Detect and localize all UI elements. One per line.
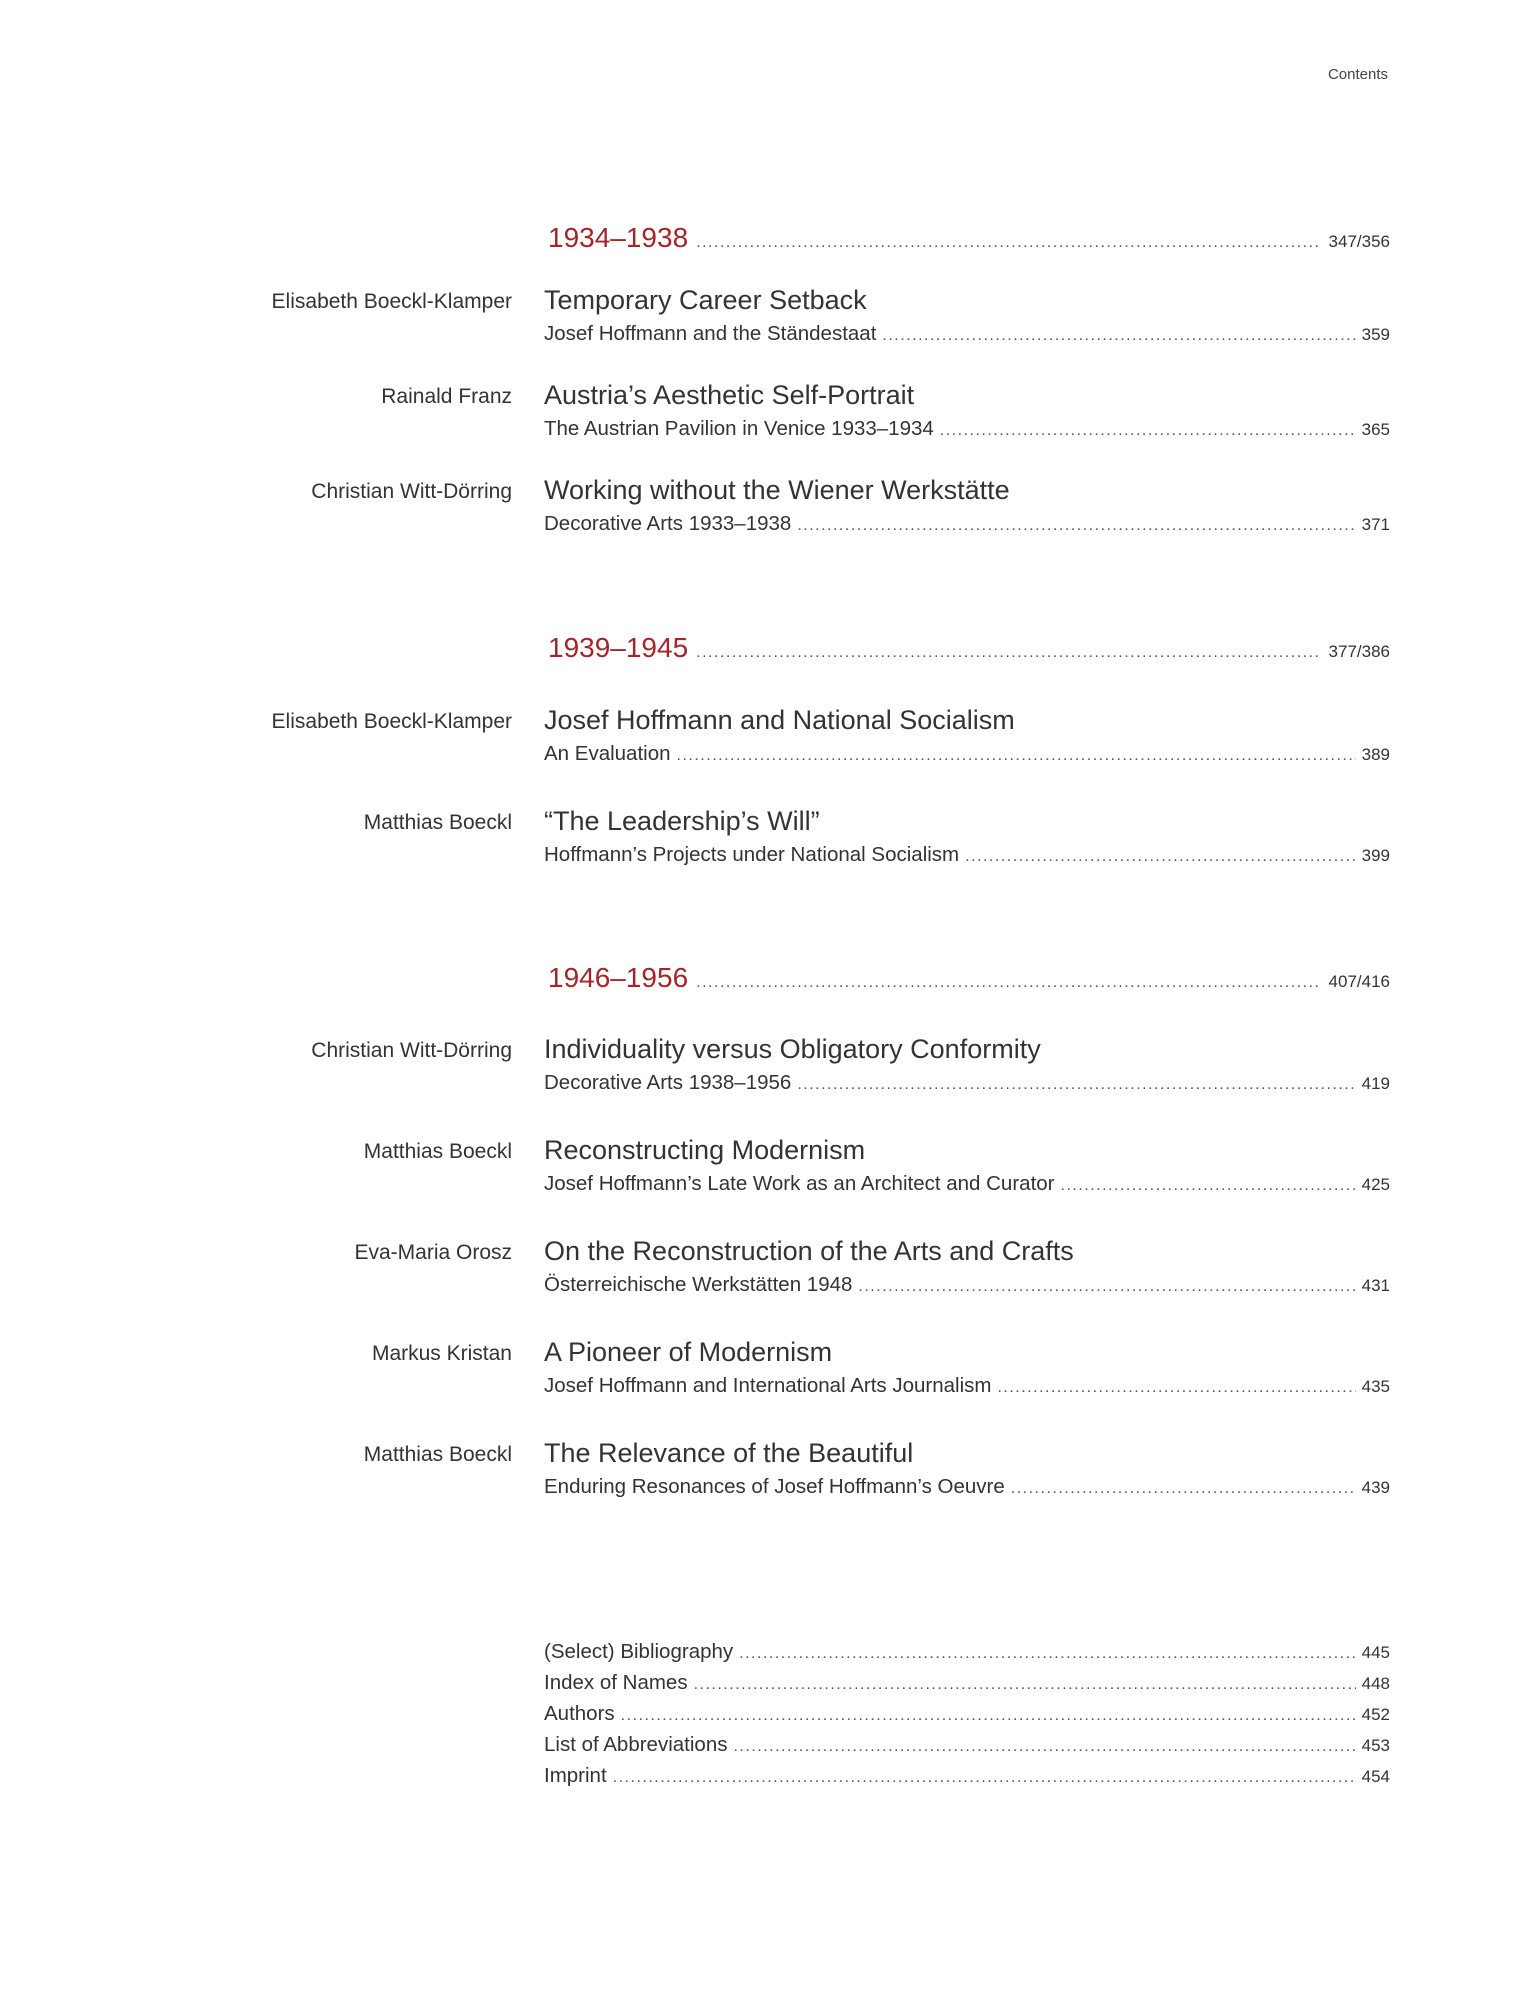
page-number: 365	[1361, 420, 1390, 439]
back-matter-item-text: Imprint	[544, 1764, 607, 1787]
dot-leader	[940, 422, 1356, 440]
section-heading-text: 1939–1945	[548, 632, 689, 663]
entry-author: Elisabeth Boeckl-Klamper	[271, 290, 512, 313]
entry-subtitle-line[interactable]	[544, 742, 1390, 766]
page-number: 407/416	[1328, 972, 1390, 991]
entry-subtitle-line-text: Österreichische Werkstätten 1948	[544, 1273, 853, 1296]
page-number: 399	[1361, 846, 1390, 865]
entry-subtitle-line[interactable]	[544, 322, 1390, 346]
entry-subtitle-line-text: Josef Hoffmann and the Ständestaat	[544, 322, 877, 345]
page-number: 452	[1361, 1705, 1390, 1724]
entry-subtitle-line-text: Decorative Arts 1933–1938	[544, 512, 792, 535]
page-number: 431	[1361, 1276, 1390, 1295]
page-number: 371	[1361, 515, 1390, 534]
entry-subtitle-line[interactable]	[544, 1172, 1390, 1196]
dot-leader	[858, 1278, 1355, 1296]
back-matter-item[interactable]	[544, 1764, 1390, 1788]
section-heading-text: 1946–1956	[548, 962, 689, 993]
dot-leader	[797, 1076, 1355, 1094]
page-number: 454	[1361, 1767, 1390, 1786]
entry-title[interactable]: Reconstructing Modernism	[544, 1135, 866, 1165]
page-number: 425	[1361, 1175, 1390, 1194]
entry-title[interactable]: Austria’s Aesthetic Self-Portrait	[544, 380, 915, 410]
entry-title[interactable]: On the Reconstruction of the Arts and Crafts	[544, 1236, 1074, 1266]
entry-subtitle-line-text: Josef Hoffmann and International Arts Journalism	[544, 1374, 992, 1397]
page-number: 435	[1361, 1377, 1390, 1396]
entry-subtitle-line[interactable]	[544, 1475, 1390, 1499]
dot-leader	[1061, 1177, 1356, 1195]
dot-leader	[696, 234, 1320, 252]
page-number: 448	[1361, 1674, 1390, 1693]
section-heading[interactable]	[548, 222, 1390, 254]
running-head: Contents	[1327, 66, 1388, 83]
page-number: 389	[1361, 745, 1390, 764]
entry-author: Rainald Franz	[381, 385, 512, 408]
back-matter-item-text: Index of Names	[544, 1671, 688, 1694]
dot-leader	[694, 1676, 1356, 1694]
back-matter-item-text: (Select) Bibliography	[544, 1640, 734, 1663]
page-number: 419	[1361, 1074, 1390, 1093]
back-matter-item-text: List of Abbreviations	[544, 1733, 728, 1756]
entry-title[interactable]: Temporary Career Setback	[544, 285, 867, 315]
dot-leader	[965, 848, 1355, 866]
entry-author: Matthias Boeckl	[363, 811, 512, 834]
dot-leader	[739, 1645, 1355, 1663]
dot-leader	[696, 644, 1320, 662]
entry-title[interactable]: Josef Hoffmann and National Socialism	[544, 705, 1015, 735]
entry-subtitle-line[interactable]	[544, 1374, 1390, 1398]
entry-subtitle-line[interactable]	[544, 843, 1390, 867]
section-heading[interactable]	[548, 962, 1390, 994]
entry-subtitle-line[interactable]	[544, 417, 1390, 441]
entry-subtitle-line-text: Enduring Resonances of Josef Hoffmann’s Oeuvre	[544, 1475, 1005, 1498]
back-matter-item[interactable]	[544, 1702, 1390, 1726]
entry-subtitle-line[interactable]	[544, 1273, 1390, 1297]
entry-author: Markus Kristan	[371, 1342, 512, 1365]
page-number: 359	[1361, 325, 1390, 344]
back-matter-item[interactable]	[544, 1640, 1390, 1664]
entry-subtitle-line[interactable]	[544, 1071, 1390, 1095]
section-heading[interactable]	[548, 632, 1390, 664]
back-matter-item[interactable]	[544, 1671, 1390, 1695]
entry-author: Elisabeth Boeckl-Klamper	[271, 710, 512, 733]
dot-leader	[797, 517, 1355, 535]
entry-author: Matthias Boeckl	[363, 1443, 512, 1466]
page-number: 445	[1361, 1643, 1390, 1662]
entry-title[interactable]: “The Leadership’s Will”	[544, 806, 820, 836]
dot-leader	[882, 327, 1355, 345]
back-matter-item[interactable]	[544, 1733, 1390, 1757]
dot-leader	[696, 974, 1320, 992]
entry-title[interactable]: Working without the Wiener Werkstätte	[544, 475, 1010, 505]
entry-subtitle-line-text: Josef Hoffmann’s Late Work as an Architect and Curator	[544, 1172, 1055, 1195]
entry-subtitle-line[interactable]	[544, 512, 1390, 536]
entry-subtitle-line-text: The Austrian Pavilion in Venice 1933–1934	[544, 417, 934, 440]
entry-subtitle-line-text: Hoffmann’s Projects under National Socialism	[544, 843, 960, 866]
entry-author: Eva-Maria Orosz	[354, 1241, 512, 1264]
dot-leader	[733, 1738, 1355, 1756]
entry-title[interactable]: Individuality versus Obligatory Conformity	[544, 1034, 1041, 1064]
dot-leader	[677, 747, 1356, 765]
dot-leader	[613, 1769, 1356, 1787]
page-number: 439	[1361, 1478, 1390, 1497]
entry-title[interactable]: A Pioneer of Modernism	[544, 1337, 833, 1367]
dot-leader	[621, 1707, 1356, 1725]
entry-subtitle-line-text: Decorative Arts 1938–1956	[544, 1071, 792, 1094]
section-heading-text: 1934–1938	[548, 222, 689, 253]
page-number: 347/356	[1328, 232, 1390, 251]
entry-author: Matthias Boeckl	[363, 1140, 512, 1163]
entry-author: Christian Witt-Dörring	[311, 1039, 512, 1062]
dot-leader	[997, 1379, 1355, 1397]
entry-author: Christian Witt-Dörring	[311, 480, 512, 503]
entry-title[interactable]: The Relevance of the Beautiful	[544, 1438, 914, 1468]
page-number: 453	[1361, 1736, 1390, 1755]
entry-subtitle-line-text: An Evaluation	[544, 742, 671, 765]
page-number: 377/386	[1328, 642, 1390, 661]
dot-leader	[1011, 1480, 1356, 1498]
back-matter-item-text: Authors	[544, 1702, 615, 1725]
